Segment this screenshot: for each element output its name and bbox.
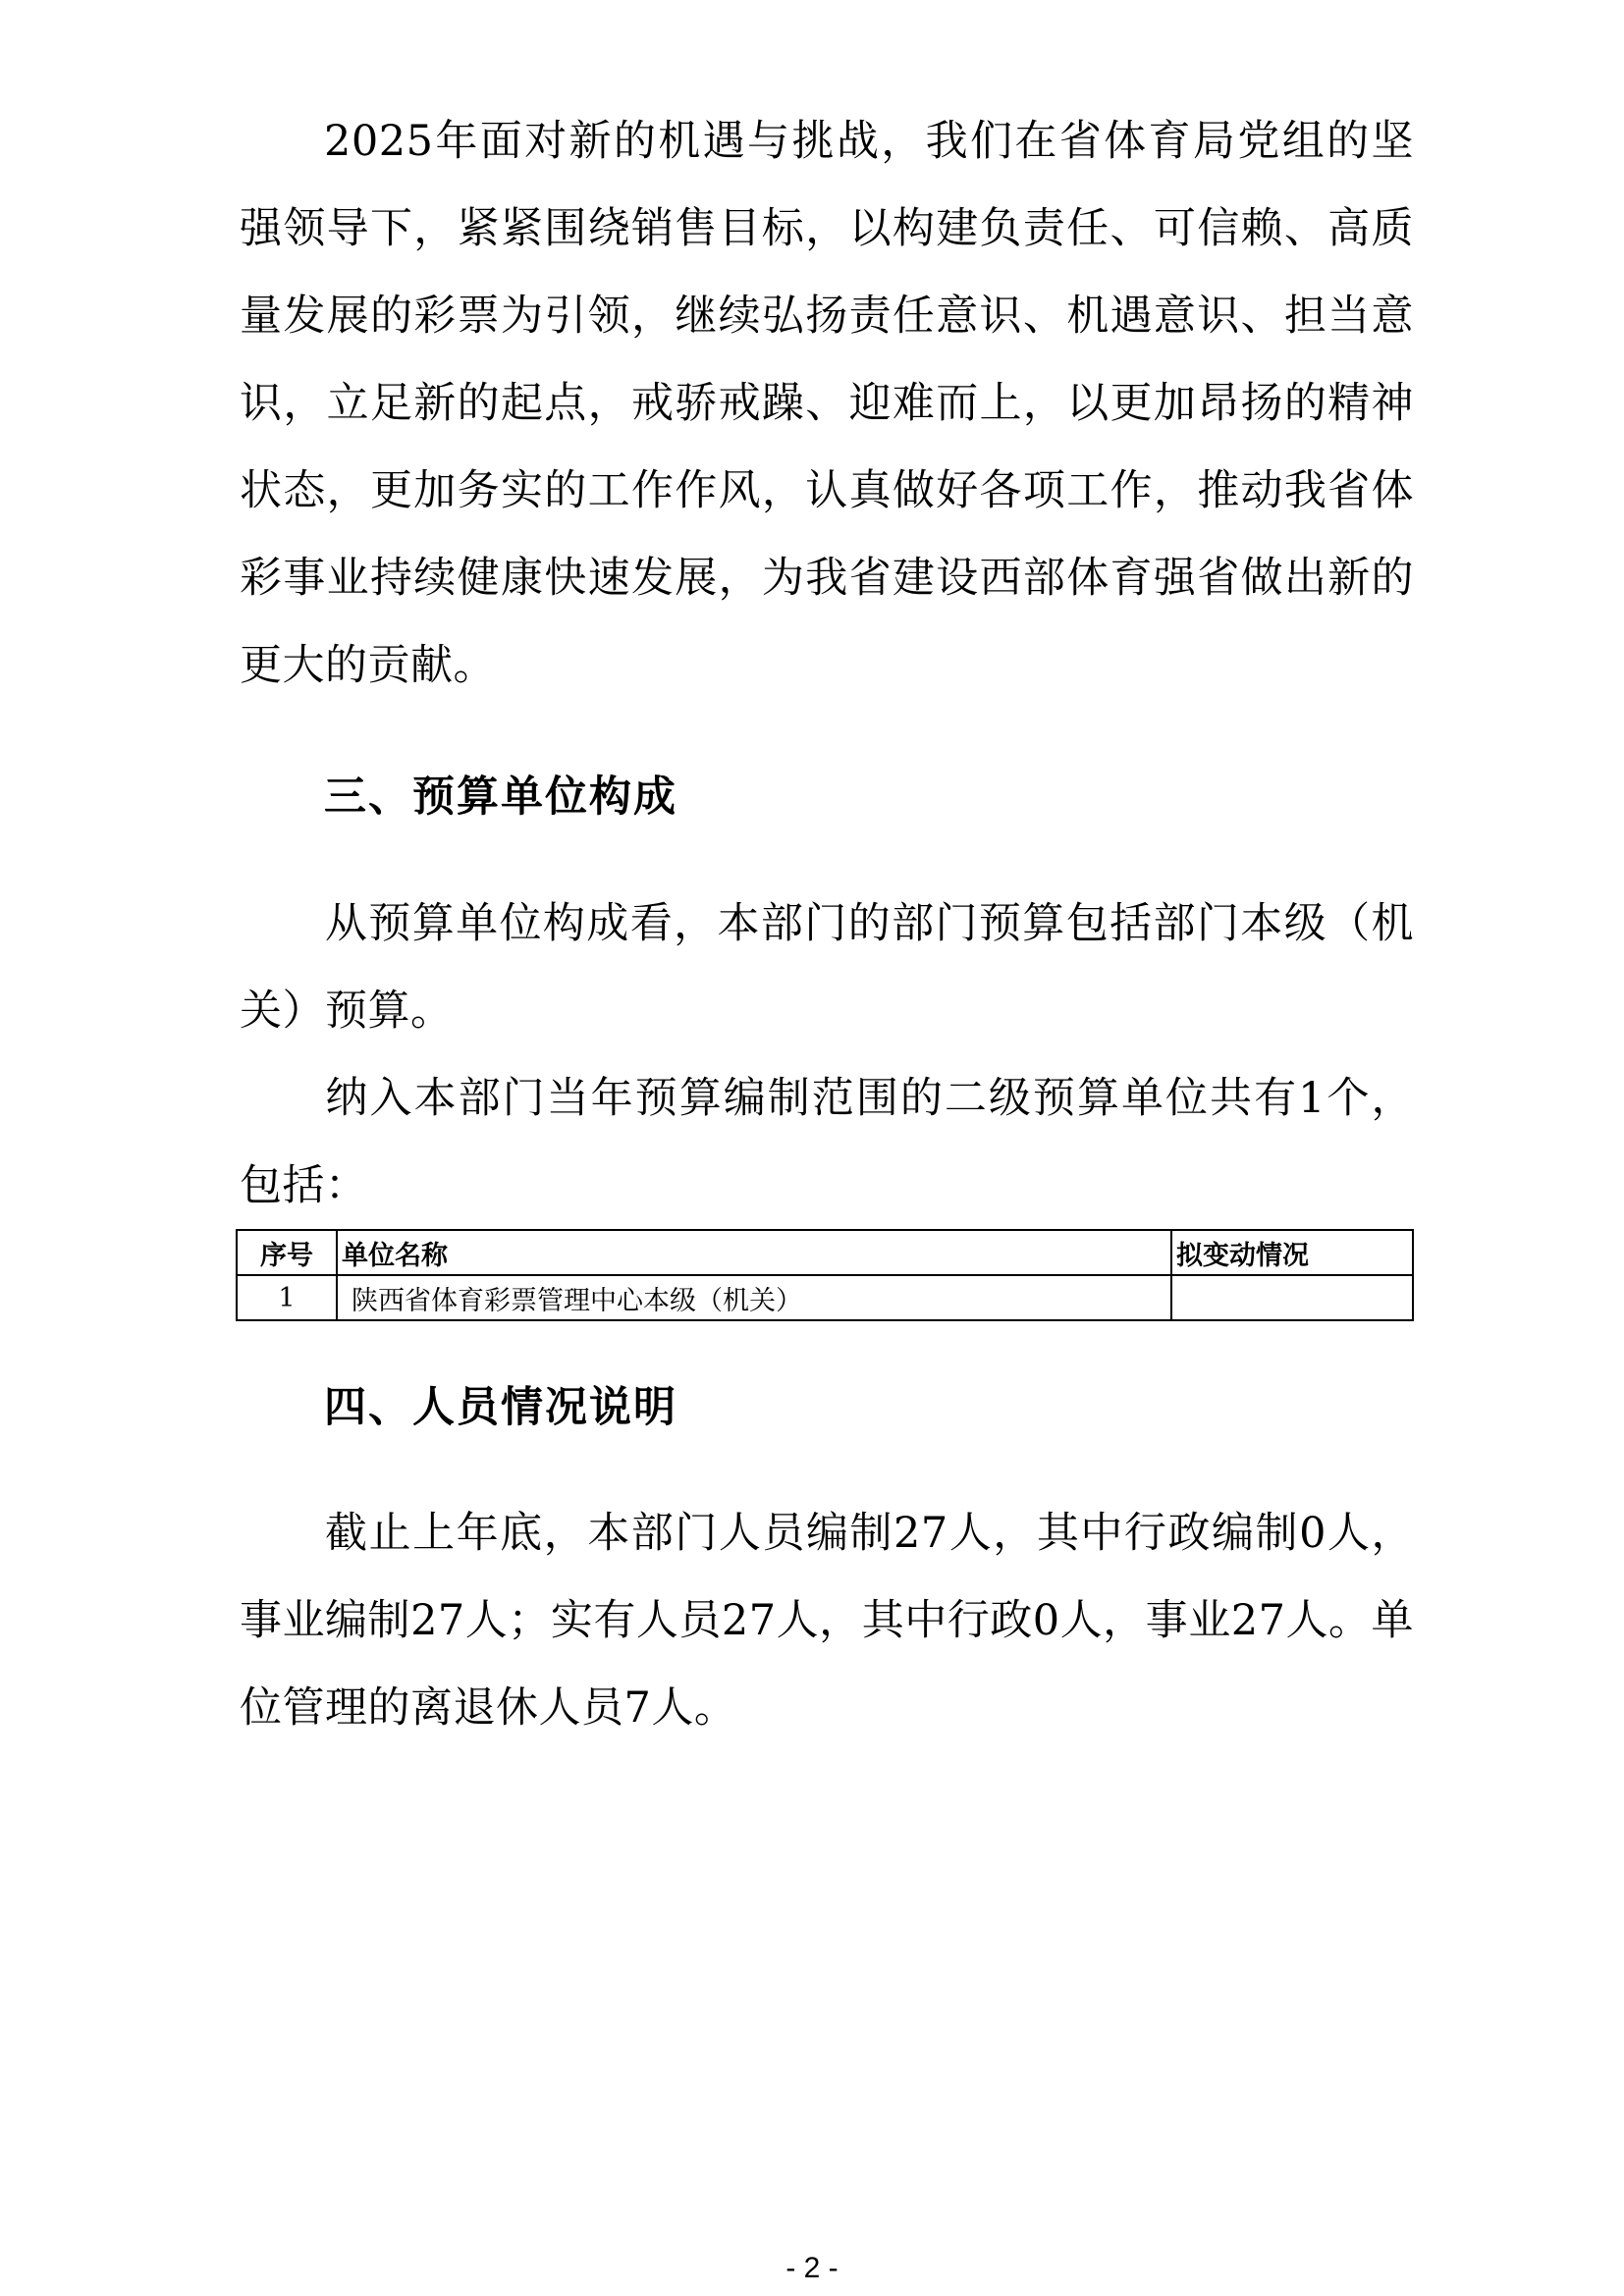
table-row: [237, 1275, 1413, 1320]
cell-planned-change: [1171, 1275, 1413, 1320]
cell-unit-name: 陕西省体育彩票管理中心本级（机关）: [337, 1275, 1171, 1320]
secondary-units-text: 纳入本部门当年预算编制范围的二级预算单位共有1个，包括：: [240, 1074, 1414, 1210]
column-header-planned-change: 拟变动情况: [1171, 1230, 1413, 1275]
budget-composition-paragraph: [240, 881, 1414, 1055]
budget-units-table: [236, 1229, 1414, 1321]
section-heading-budget-units: 三、预算单位构成: [324, 773, 677, 822]
column-header-unit-name: 单位名称: [337, 1230, 1171, 1275]
staff-paragraph: [240, 1490, 1414, 1752]
staff-paragraph-text: 截止上年底，本部门人员编制27人，其中行政编制0人，事业编制27人；实有人员27人，其中行政0人，事业27人。单位管理的离退休人员7人。: [240, 1509, 1414, 1733]
intro-paragraph-text: 2025年面对新的机遇与挑战，我们在省体育局党组的坚强领导下，紧紧围绕销售目标，以构建负责任、可信赖、高质量发展的彩票为引领，继续弘扬责任意识、机遇意识、担当意识，立足新的起点，戒骄戒躁、迎难而上，以更加昂扬的精神状态，更加务实的工作作风，认真做好各项工作，推动我省体彩事业持续健康快速发展，为我省建设西部体育强省做出新的更大的贡献。: [240, 117, 1414, 690]
column-header-index: 序号: [237, 1230, 337, 1275]
cell-index: 1: [237, 1275, 337, 1320]
page-number: - 2 -: [785, 2252, 839, 2284]
budget-composition-text: 从预算单位构成看，本部门的部门预算包括部门本级（机关）预算。: [240, 899, 1414, 1036]
secondary-units-paragraph: [240, 1055, 1414, 1230]
section-heading-staff: 四、人员情况说明: [324, 1383, 677, 1432]
intro-paragraph: [240, 98, 1414, 710]
table-header-row: [237, 1230, 1413, 1275]
